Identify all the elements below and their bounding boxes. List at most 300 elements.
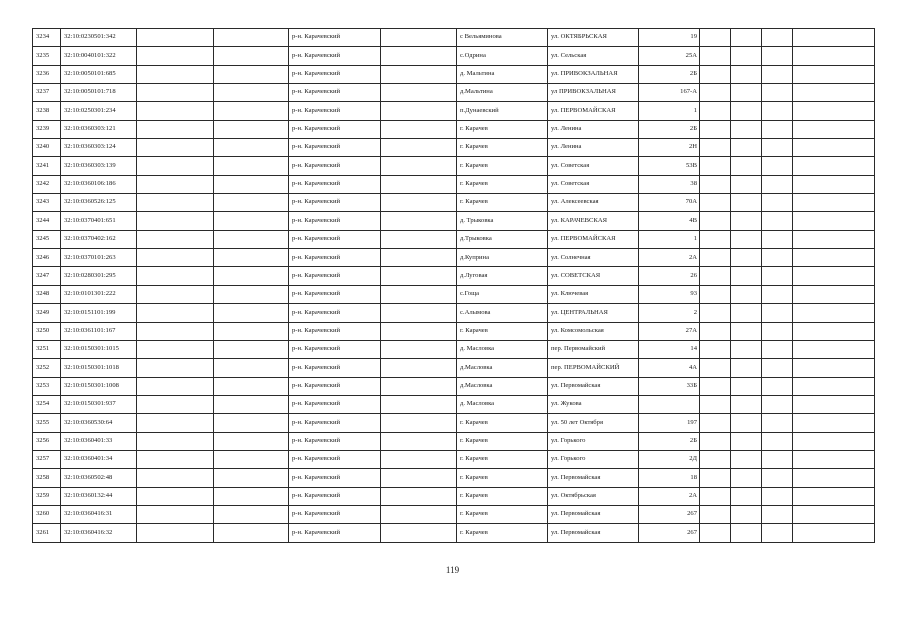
empty-cell	[793, 249, 875, 267]
empty-cell	[731, 102, 762, 120]
row-number-cell: 3239	[33, 120, 61, 138]
empty-cell	[793, 304, 875, 322]
empty-cell	[381, 157, 457, 175]
empty-cell	[700, 395, 731, 413]
cadastral-number-cell: 32:10:0360401:33	[61, 432, 137, 450]
empty-cell	[762, 29, 793, 47]
settlement-cell: д.Мальтина	[457, 84, 548, 102]
empty-cell	[762, 65, 793, 83]
empty-cell	[731, 469, 762, 487]
house-number-cell: 1	[639, 102, 700, 120]
empty-cell	[700, 469, 731, 487]
empty-cell	[762, 469, 793, 487]
district-cell: р-н. Карачевский	[289, 450, 381, 468]
empty-cell	[762, 175, 793, 193]
empty-cell	[214, 450, 289, 468]
district-cell: р-н. Карачевский	[289, 175, 381, 193]
empty-cell	[700, 157, 731, 175]
empty-cell	[214, 432, 289, 450]
street-cell: ул. Ленина	[548, 139, 639, 157]
street-cell: ул. Ключевая	[548, 285, 639, 303]
empty-cell	[700, 84, 731, 102]
row-number-cell: 3246	[33, 249, 61, 267]
empty-cell	[137, 29, 214, 47]
house-number-cell: 18	[639, 469, 700, 487]
row-number-cell: 3242	[33, 175, 61, 193]
settlement-cell: п.Дунаевский	[457, 102, 548, 120]
empty-cell	[700, 120, 731, 138]
empty-cell	[793, 157, 875, 175]
empty-cell	[793, 65, 875, 83]
empty-cell	[700, 285, 731, 303]
table-row	[33, 175, 875, 193]
empty-cell	[700, 304, 731, 322]
empty-cell	[731, 414, 762, 432]
district-cell: р-н. Карачевский	[289, 414, 381, 432]
empty-cell	[137, 432, 214, 450]
table-row	[33, 377, 875, 395]
empty-cell	[762, 340, 793, 358]
table-row	[33, 469, 875, 487]
district-cell: р-н. Карачевский	[289, 139, 381, 157]
empty-cell	[214, 47, 289, 65]
empty-cell	[214, 102, 289, 120]
empty-cell	[762, 212, 793, 230]
empty-cell	[381, 84, 457, 102]
table-row	[33, 194, 875, 212]
empty-cell	[762, 47, 793, 65]
empty-cell	[137, 450, 214, 468]
row-number-cell: 3235	[33, 47, 61, 65]
empty-cell	[214, 377, 289, 395]
empty-cell	[731, 29, 762, 47]
street-cell: ул. ОКТЯБРЬСКАЯ	[548, 29, 639, 47]
empty-cell	[381, 230, 457, 248]
house-number-cell: 27А	[639, 322, 700, 340]
district-cell: р-н. Карачевский	[289, 359, 381, 377]
settlement-cell: с.Одрина	[457, 47, 548, 65]
empty-cell	[137, 285, 214, 303]
empty-cell	[793, 84, 875, 102]
house-number-cell: 2Б	[639, 120, 700, 138]
cadastral-number-cell: 32:10:0360502:48	[61, 469, 137, 487]
street-cell: ул. ПРИВОКЗАЛЬНАЯ	[548, 65, 639, 83]
street-cell: ул. КАРАЧЕВСКАЯ	[548, 212, 639, 230]
empty-cell	[137, 194, 214, 212]
empty-cell	[793, 340, 875, 358]
empty-cell	[137, 304, 214, 322]
table-row	[33, 139, 875, 157]
empty-cell	[137, 157, 214, 175]
row-number-cell: 3253	[33, 377, 61, 395]
cadastral-number-cell: 32:10:0230501:342	[61, 29, 137, 47]
district-cell: р-н. Карачевский	[289, 194, 381, 212]
settlement-cell: г. Карачев	[457, 524, 548, 542]
row-number-cell: 3254	[33, 395, 61, 413]
row-number-cell: 3251	[33, 340, 61, 358]
row-number-cell: 3259	[33, 487, 61, 505]
row-number-cell: 3258	[33, 469, 61, 487]
empty-cell	[137, 230, 214, 248]
empty-cell	[214, 414, 289, 432]
empty-cell	[137, 102, 214, 120]
empty-cell	[700, 505, 731, 523]
cadastral-number-cell: 32:10:0360303:139	[61, 157, 137, 175]
empty-cell	[700, 340, 731, 358]
district-cell: р-н. Карачевский	[289, 395, 381, 413]
table-row	[33, 359, 875, 377]
street-cell: ул. Горького	[548, 450, 639, 468]
empty-cell	[731, 395, 762, 413]
empty-cell	[762, 432, 793, 450]
district-cell: р-н. Карачевский	[289, 524, 381, 542]
empty-cell	[381, 175, 457, 193]
table-row	[33, 505, 875, 523]
empty-cell	[793, 395, 875, 413]
street-cell: ул. Горького	[548, 432, 639, 450]
empty-cell	[214, 230, 289, 248]
empty-cell	[731, 212, 762, 230]
settlement-cell: д.Трыковка	[457, 230, 548, 248]
row-number-cell: 3241	[33, 157, 61, 175]
cadastral-number-cell: 32:10:0280301:295	[61, 267, 137, 285]
house-number-cell: 2Н	[639, 139, 700, 157]
house-number-cell: 2А	[639, 487, 700, 505]
cadastral-number-cell: 32:10:0370101:263	[61, 249, 137, 267]
cadastral-number-cell: 32:10:0360303:124	[61, 139, 137, 157]
empty-cell	[762, 102, 793, 120]
cadastral-number-cell: 32:10:0360401:34	[61, 450, 137, 468]
empty-cell	[700, 377, 731, 395]
empty-cell	[700, 267, 731, 285]
district-cell: р-н. Карачевский	[289, 505, 381, 523]
empty-cell	[137, 322, 214, 340]
settlement-cell: г. Карачев	[457, 175, 548, 193]
empty-cell	[700, 432, 731, 450]
table-row	[33, 414, 875, 432]
empty-cell	[137, 340, 214, 358]
empty-cell	[214, 469, 289, 487]
empty-cell	[793, 139, 875, 157]
street-cell: ул. Жукова	[548, 395, 639, 413]
empty-cell	[700, 359, 731, 377]
row-number-cell: 3250	[33, 322, 61, 340]
empty-cell	[793, 377, 875, 395]
empty-cell	[137, 487, 214, 505]
settlement-cell: г. Карачев	[457, 120, 548, 138]
house-number-cell: 14	[639, 340, 700, 358]
table-row	[33, 487, 875, 505]
table-row	[33, 212, 875, 230]
empty-cell	[214, 249, 289, 267]
settlement-cell: д. Мальтина	[457, 65, 548, 83]
empty-cell	[762, 359, 793, 377]
property-registry-table	[32, 28, 875, 543]
empty-cell	[381, 340, 457, 358]
empty-cell	[731, 194, 762, 212]
empty-cell	[793, 322, 875, 340]
settlement-cell: д. Трыковка	[457, 212, 548, 230]
district-cell: р-н. Карачевский	[289, 487, 381, 505]
empty-cell	[381, 505, 457, 523]
cadastral-number-cell: 32:10:0150301:1018	[61, 359, 137, 377]
empty-cell	[700, 414, 731, 432]
street-cell: ул. ПЕРВОМАЙСКАЯ	[548, 230, 639, 248]
street-cell: ул. 50 лет Октября	[548, 414, 639, 432]
empty-cell	[214, 395, 289, 413]
empty-cell	[137, 267, 214, 285]
empty-cell	[731, 249, 762, 267]
empty-cell	[381, 487, 457, 505]
cadastral-number-cell: 32:10:0370402:162	[61, 230, 137, 248]
settlement-cell: г. Карачев	[457, 157, 548, 175]
empty-cell	[731, 340, 762, 358]
house-number-cell: 2	[639, 304, 700, 322]
settlement-cell: д. Масловка	[457, 340, 548, 358]
empty-cell	[214, 157, 289, 175]
empty-cell	[793, 432, 875, 450]
settlement-cell: с.Алымова	[457, 304, 548, 322]
empty-cell	[762, 249, 793, 267]
table-row	[33, 157, 875, 175]
empty-cell	[214, 175, 289, 193]
street-cell: ул ПРИВОКЗАЛЬНАЯ	[548, 84, 639, 102]
empty-cell	[731, 322, 762, 340]
empty-cell	[700, 139, 731, 157]
empty-cell	[731, 505, 762, 523]
row-number-cell: 3252	[33, 359, 61, 377]
empty-cell	[137, 377, 214, 395]
table-row	[33, 322, 875, 340]
cadastral-number-cell: 32:10:0101301:222	[61, 285, 137, 303]
empty-cell	[381, 285, 457, 303]
house-number-cell: 70А	[639, 194, 700, 212]
empty-cell	[381, 469, 457, 487]
row-number-cell: 3260	[33, 505, 61, 523]
row-number-cell: 3245	[33, 230, 61, 248]
empty-cell	[137, 469, 214, 487]
row-number-cell: 3237	[33, 84, 61, 102]
street-cell: ул. Советская	[548, 157, 639, 175]
empty-cell	[214, 84, 289, 102]
street-cell: ул. СОВЕТСКАЯ	[548, 267, 639, 285]
empty-cell	[762, 267, 793, 285]
settlement-cell: г. Карачев	[457, 414, 548, 432]
row-number-cell: 3244	[33, 212, 61, 230]
empty-cell	[793, 120, 875, 138]
empty-cell	[381, 194, 457, 212]
house-number-cell: 197	[639, 414, 700, 432]
empty-cell	[381, 432, 457, 450]
house-number-cell: 26	[639, 267, 700, 285]
empty-cell	[700, 450, 731, 468]
settlement-cell: с Вельяминова	[457, 29, 548, 47]
empty-cell	[700, 175, 731, 193]
empty-cell	[793, 505, 875, 523]
row-number-cell: 3243	[33, 194, 61, 212]
table-row	[33, 249, 875, 267]
row-number-cell: 3248	[33, 285, 61, 303]
street-cell: ул. Солнечная	[548, 249, 639, 267]
settlement-cell: д.Луговая	[457, 267, 548, 285]
empty-cell	[700, 212, 731, 230]
district-cell: р-н. Карачевский	[289, 120, 381, 138]
empty-cell	[793, 29, 875, 47]
cadastral-number-cell: 32:10:0360132:44	[61, 487, 137, 505]
table-row	[33, 230, 875, 248]
row-number-cell: 3261	[33, 524, 61, 542]
cadastral-number-cell: 32:10:0150301:1015	[61, 340, 137, 358]
empty-cell	[762, 395, 793, 413]
table-row	[33, 395, 875, 413]
settlement-cell: д.Куприна	[457, 249, 548, 267]
district-cell: р-н. Карачевский	[289, 285, 381, 303]
settlement-cell: д.Масловка	[457, 377, 548, 395]
empty-cell	[762, 524, 793, 542]
empty-cell	[731, 65, 762, 83]
empty-cell	[731, 157, 762, 175]
empty-cell	[214, 487, 289, 505]
empty-cell	[137, 395, 214, 413]
street-cell: ул. Первомайская	[548, 505, 639, 523]
settlement-cell: г. Карачев	[457, 139, 548, 157]
table-row	[33, 304, 875, 322]
table-row	[33, 432, 875, 450]
settlement-cell: г. Карачев	[457, 505, 548, 523]
empty-cell	[137, 175, 214, 193]
row-number-cell: 3234	[33, 29, 61, 47]
house-number-cell: 25А	[639, 47, 700, 65]
table-row	[33, 65, 875, 83]
empty-cell	[762, 487, 793, 505]
cadastral-number-cell: 32:10:0250301:234	[61, 102, 137, 120]
cadastral-number-cell: 32:10:0360526:125	[61, 194, 137, 212]
cadastral-number-cell: 32:10:0050101:718	[61, 84, 137, 102]
empty-cell	[214, 194, 289, 212]
cadastral-number-cell: 32:10:0050101:685	[61, 65, 137, 83]
empty-cell	[214, 139, 289, 157]
empty-cell	[700, 249, 731, 267]
empty-cell	[214, 285, 289, 303]
street-cell: ул. Советская	[548, 175, 639, 193]
empty-cell	[762, 139, 793, 157]
row-number-cell: 3256	[33, 432, 61, 450]
table-row	[33, 267, 875, 285]
settlement-cell: г. Карачев	[457, 450, 548, 468]
empty-cell	[137, 249, 214, 267]
empty-cell	[137, 524, 214, 542]
district-cell: р-н. Карачевский	[289, 432, 381, 450]
district-cell: р-н. Карачевский	[289, 267, 381, 285]
empty-cell	[381, 120, 457, 138]
empty-cell	[700, 29, 731, 47]
table-row	[33, 524, 875, 542]
empty-cell	[381, 304, 457, 322]
row-number-cell: 3249	[33, 304, 61, 322]
empty-cell	[762, 505, 793, 523]
empty-cell	[731, 487, 762, 505]
empty-cell	[700, 65, 731, 83]
empty-cell	[381, 267, 457, 285]
empty-cell	[793, 487, 875, 505]
district-cell: р-н. Карачевский	[289, 47, 381, 65]
empty-cell	[762, 157, 793, 175]
street-cell: ул. Сельская	[548, 47, 639, 65]
empty-cell	[214, 304, 289, 322]
house-number-cell: 2Б	[639, 65, 700, 83]
street-cell: ул. Первомайская	[548, 377, 639, 395]
page-number: 119	[445, 565, 460, 575]
empty-cell	[793, 230, 875, 248]
empty-cell	[731, 359, 762, 377]
district-cell: р-н. Карачевский	[289, 249, 381, 267]
district-cell: р-н. Карачевский	[289, 84, 381, 102]
district-cell: р-н. Карачевский	[289, 469, 381, 487]
table-row	[33, 102, 875, 120]
empty-cell	[214, 267, 289, 285]
empty-cell	[762, 377, 793, 395]
empty-cell	[731, 432, 762, 450]
empty-cell	[214, 340, 289, 358]
empty-cell	[214, 322, 289, 340]
empty-cell	[731, 377, 762, 395]
row-number-cell: 3238	[33, 102, 61, 120]
empty-cell	[381, 212, 457, 230]
empty-cell	[762, 285, 793, 303]
district-cell: р-н. Карачевский	[289, 212, 381, 230]
district-cell: р-н. Карачевский	[289, 29, 381, 47]
empty-cell	[381, 359, 457, 377]
street-cell: ул. Первомайская	[548, 469, 639, 487]
district-cell: р-н. Карачевский	[289, 230, 381, 248]
empty-cell	[793, 102, 875, 120]
district-cell: р-н. Карачевский	[289, 322, 381, 340]
row-number-cell: 3247	[33, 267, 61, 285]
empty-cell	[137, 120, 214, 138]
empty-cell	[700, 194, 731, 212]
empty-cell	[700, 322, 731, 340]
street-cell: ул. ПЕРВОМАЙСКАЯ	[548, 102, 639, 120]
empty-cell	[700, 102, 731, 120]
table-body	[33, 29, 875, 543]
empty-cell	[762, 450, 793, 468]
house-number-cell	[639, 395, 700, 413]
settlement-cell: г. Карачев	[457, 432, 548, 450]
house-number-cell: 93	[639, 285, 700, 303]
district-cell: р-н. Карачевский	[289, 102, 381, 120]
house-number-cell: 4В	[639, 212, 700, 230]
settlement-cell: г. Карачев	[457, 487, 548, 505]
empty-cell	[137, 65, 214, 83]
empty-cell	[793, 212, 875, 230]
cadastral-number-cell: 32:10:0150301:1008	[61, 377, 137, 395]
empty-cell	[381, 377, 457, 395]
empty-cell	[762, 84, 793, 102]
empty-cell	[731, 139, 762, 157]
empty-cell	[762, 304, 793, 322]
house-number-cell: 19	[639, 29, 700, 47]
empty-cell	[381, 65, 457, 83]
settlement-cell: с.Гоща	[457, 285, 548, 303]
empty-cell	[214, 505, 289, 523]
settlement-cell: г. Карачев	[457, 322, 548, 340]
cadastral-number-cell: 32:10:0360416:32	[61, 524, 137, 542]
table-row	[33, 450, 875, 468]
empty-cell	[214, 65, 289, 83]
settlement-cell: г. Карачев	[457, 469, 548, 487]
empty-cell	[762, 120, 793, 138]
empty-cell	[137, 505, 214, 523]
